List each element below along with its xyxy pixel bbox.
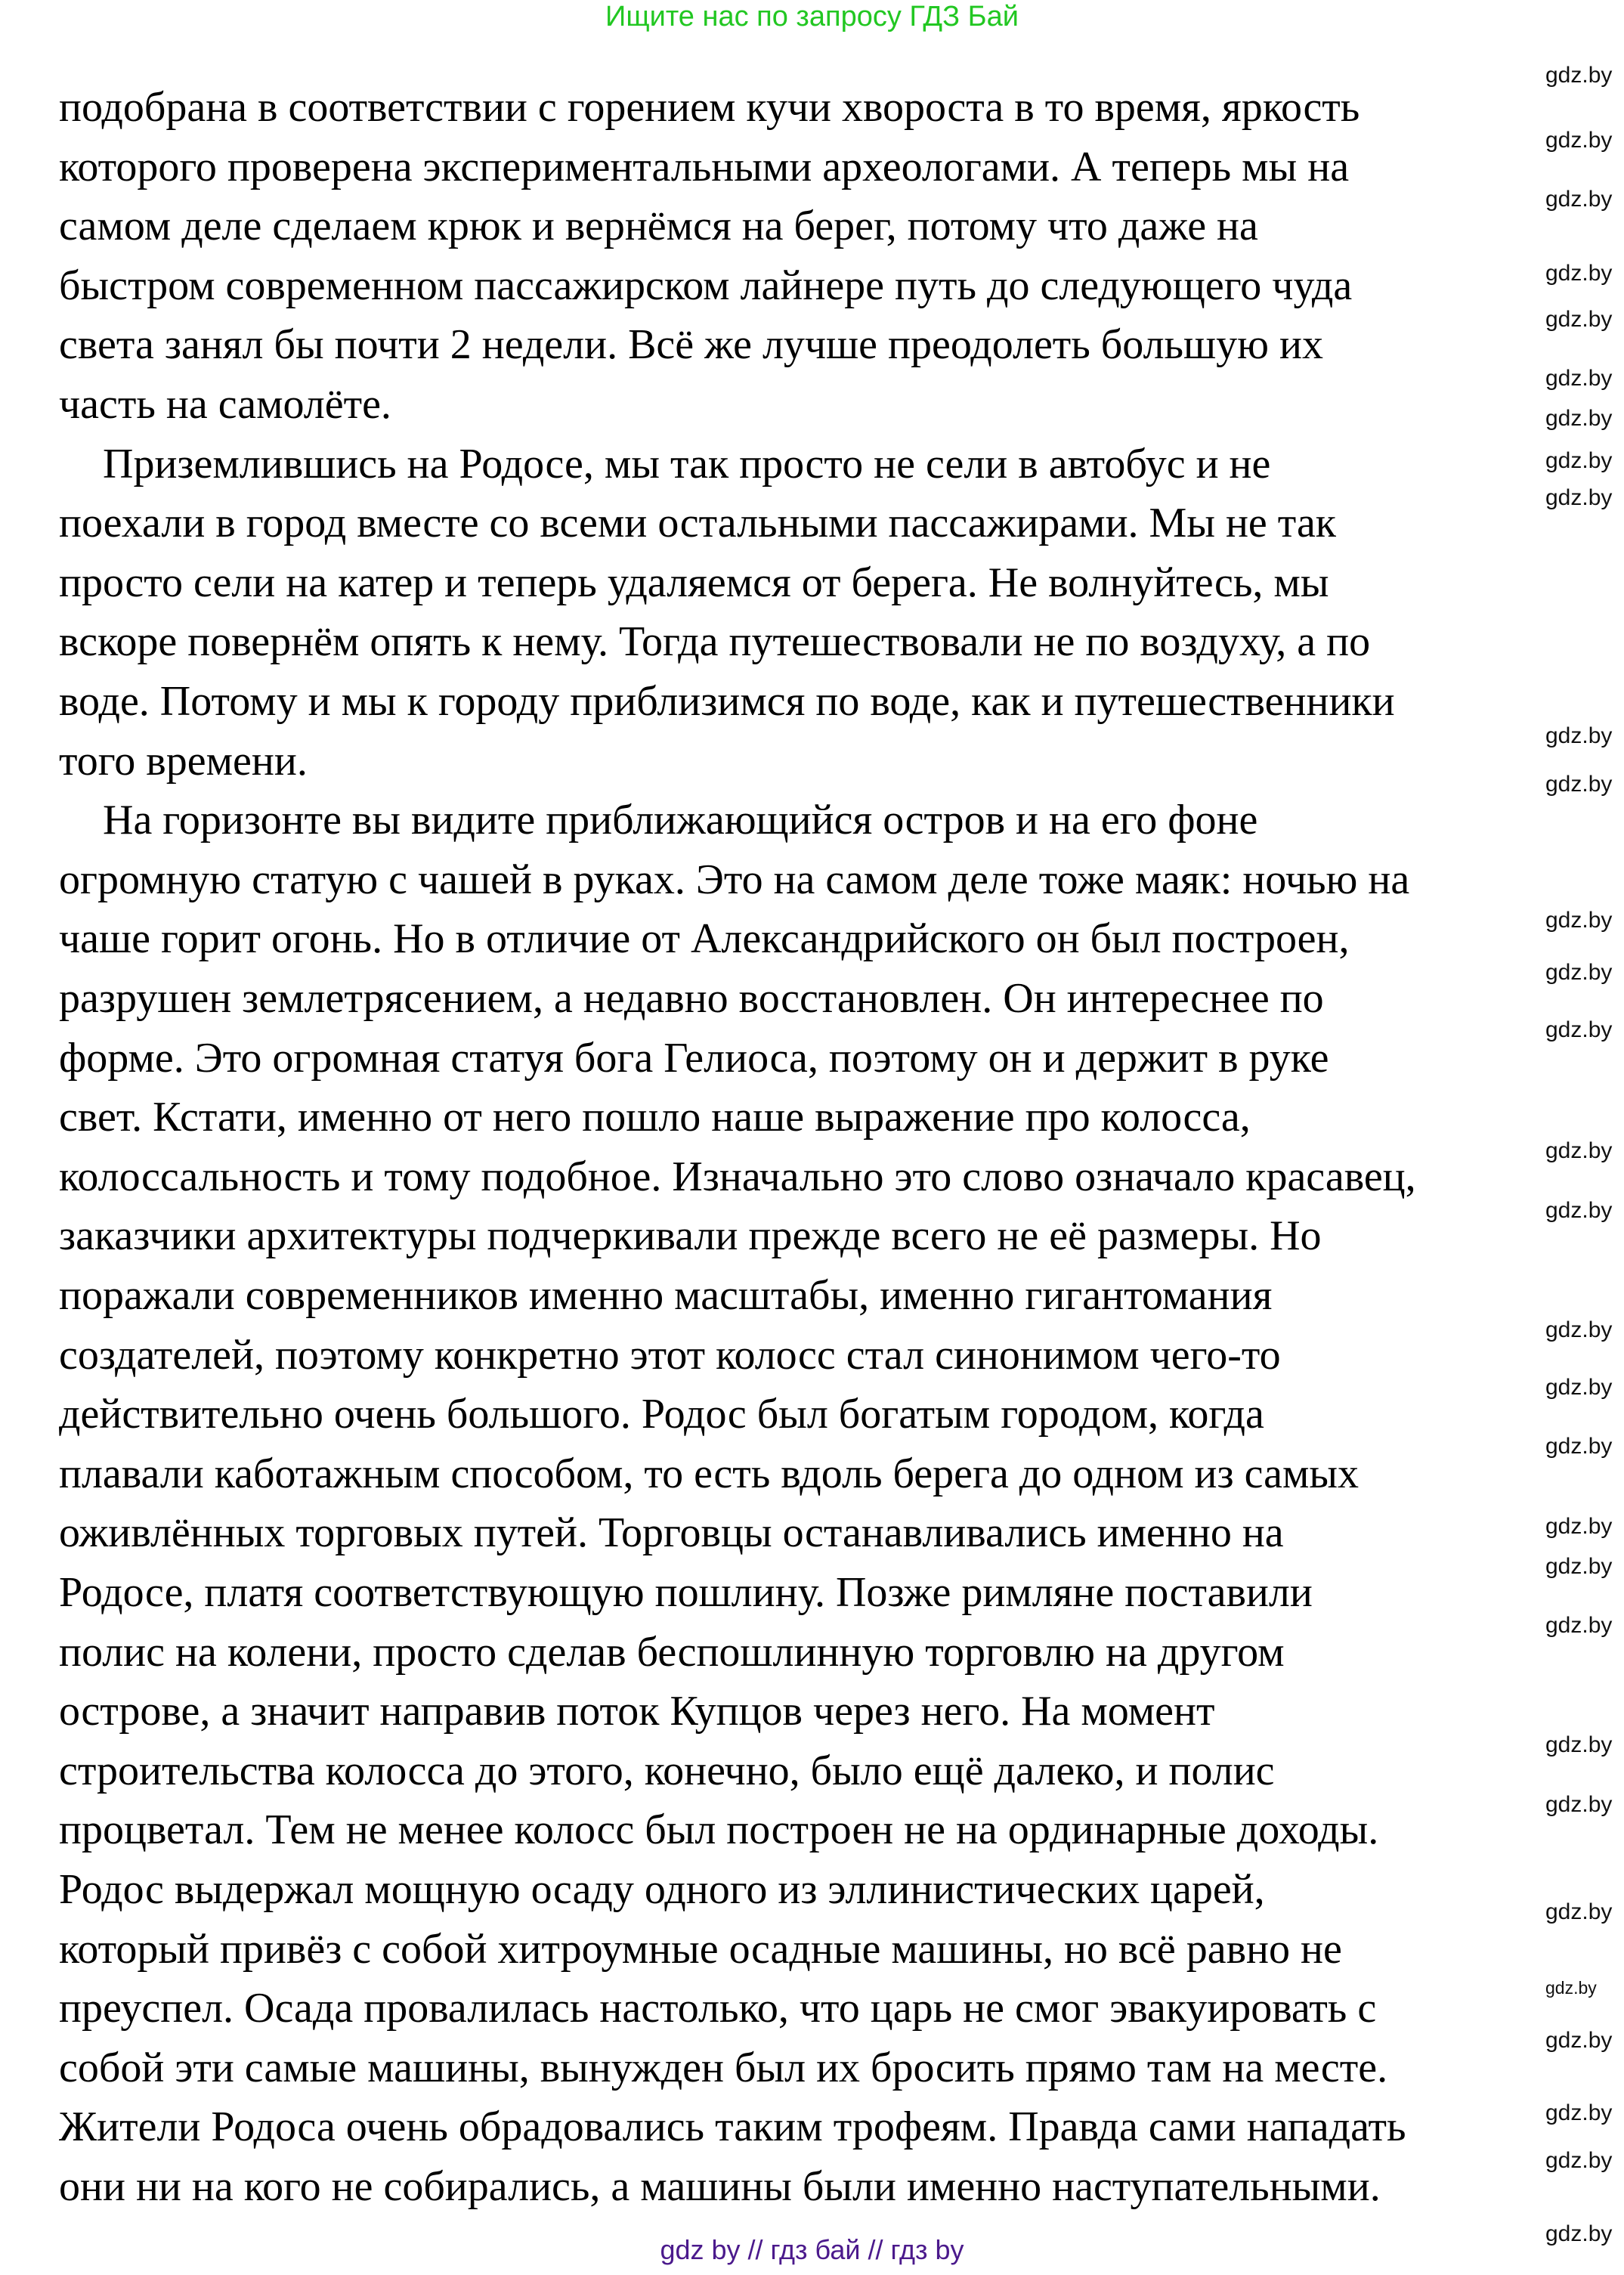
text-line: огромную статую с чашей в руках. Это на самом деле тоже маяк: ночью на [59,856,1410,903]
watermark: gdz.by [1545,1732,1613,1757]
text-line: поехали в город вместе со всеми остальными пассажирами. Мы не так [59,500,1337,547]
text-line: преуспел. Осада провалилась настолько, что царь не смог эвакуировать с [59,1985,1377,2032]
watermark: gdz.by [1545,1613,1613,1638]
watermark: gdz.by [1545,1514,1613,1539]
text-line: которого проверена экспериментальными археологами. А теперь мы на [59,143,1350,190]
watermark: gdz.by [1545,723,1613,748]
watermark: gdz.by [1545,1978,1597,1998]
watermark: gdz.by [1545,2221,1613,2246]
watermark: gdz.by [1545,1554,1613,1579]
text-line: просто сели на катер и теперь удаляемся от берега. Не волнуйтесь, мы [59,559,1329,606]
watermark: gdz.by [1545,1792,1613,1817]
watermark: gdz.by [1545,960,1613,985]
text-line: быстром современном пассажирском лайнере путь до следующего чуда [59,262,1353,309]
text-line: колоссальность и тому подобное. Изначально это слово означало красавец, [59,1153,1416,1200]
text-line: Родос выдержал мощную осаду одного из эллинистических царей, [59,1866,1265,1913]
text-line: свет. Кстати, именно от него пошло наше выражение про колосса, [59,1094,1251,1141]
text-line: процветал. Тем не менее колосс был построен не на ординарные доходы. [59,1806,1379,1854]
text-line: заказчики архитектуры подчеркивали прежде всего не её размеры. Но [59,1212,1322,1260]
text-line: они ни на кого не собирались, а машины были именно наступательными. [59,2163,1381,2210]
text-line: вскоре повернём опять к нему. Тогда путешествовали не по воздуху, а по [59,618,1371,666]
text-line: форме. Это огромная статуя бога Гелиоса, поэтому он и держит в руке [59,1034,1329,1082]
watermark: gdz.by [1545,448,1613,473]
watermark: gdz.by [1545,261,1613,286]
text-line: подобрана в соответствии с горением кучи хвороста в то время, яркость [59,84,1360,131]
watermark: gdz.by [1545,406,1613,431]
text-line: чаше горит огонь. Но в отличие от Александрийского он был построен, [59,915,1350,963]
text-line: оживлённых торговых путей. Торговцы останавливались именно на [59,1509,1284,1557]
text-line: поражали современников именно масштабы, именно гигантомания [59,1272,1273,1319]
text-line: собой эти самые машины, вынужден был их бросить прямо там на месте. [59,2044,1388,2091]
watermark: gdz.by [1545,772,1613,797]
text-line: действительно очень большого. Родос был богатым городом, когда [59,1391,1264,1438]
text-line: того времени. [59,737,308,785]
text-line: самом деле сделаем крюк и вернёмся на берег, потому что даже на [59,203,1258,250]
search-banner[interactable]: Ищите нас по запросу ГДЗ Бай [605,1,1019,32]
text-line: строительства колосса до этого, конечно, было ещё далеко, и полис [59,1747,1275,1794]
watermark: gdz.by [1545,1017,1613,1042]
watermark: gdz.by [1545,63,1613,88]
text-line: создателей, поэтому конкретно этот колосс стал синонимом чего-то [59,1331,1281,1379]
watermark: gdz.by [1545,1434,1613,1459]
text-line: плавали каботажным способом, то есть вдоль берега до одном из самых [59,1450,1360,1497]
watermark: gdz.by [1545,1317,1613,1342]
watermark: gdz.by [1545,1138,1613,1163]
watermark: gdz.by [1545,2028,1613,2053]
watermark: gdz.by [1545,1899,1613,1924]
watermark: gdz.by [1545,1375,1613,1400]
text-line: разрушен землетрясением, а недавно восстановлен. Он интереснее по [59,975,1324,1022]
watermark: gdz.by [1545,1198,1613,1223]
watermark: gdz.by [1545,307,1613,332]
text-line: На горизонте вы видите приближающийся остров и на его фоне [103,797,1258,844]
text-line: полис на колени, просто сделав беспошлинную торговлю на другом [59,1628,1285,1676]
text-line: который привёз с собой хитроумные осадные машины, но всё равно не [59,1925,1342,1973]
text-line: часть на самолёте. [59,381,391,428]
watermark: gdz.by [1545,2100,1613,2125]
watermark: gdz.by [1545,908,1613,933]
watermark: gdz.by [1545,187,1613,212]
text-line: Приземлившись на Родосе, мы так просто не сели в автобус и не [103,440,1271,488]
text-line: Родосе, платя соответствующую пошлину. Позже римляне поставили [59,1569,1313,1616]
text-line: света занял бы почти 2 недели. Всё же лучше преодолеть большую их [59,321,1323,369]
footer-links[interactable]: gdz by // гдз бай // гдз by [660,2234,964,2265]
text-line: воде. Потому и мы к городу приблизимся по воде, как и путешественники [59,678,1395,725]
watermark: gdz.by [1545,485,1613,510]
text-line: острове, а значит направив поток Купцов через него. На момент [59,1688,1215,1735]
watermark: gdz.by [1545,2148,1613,2173]
text-line: Жители Родоса очень обрадовались таким трофеям. Правда сами нападать [59,2103,1406,2151]
watermark: gdz.by [1545,128,1613,153]
watermark: gdz.by [1545,366,1613,391]
